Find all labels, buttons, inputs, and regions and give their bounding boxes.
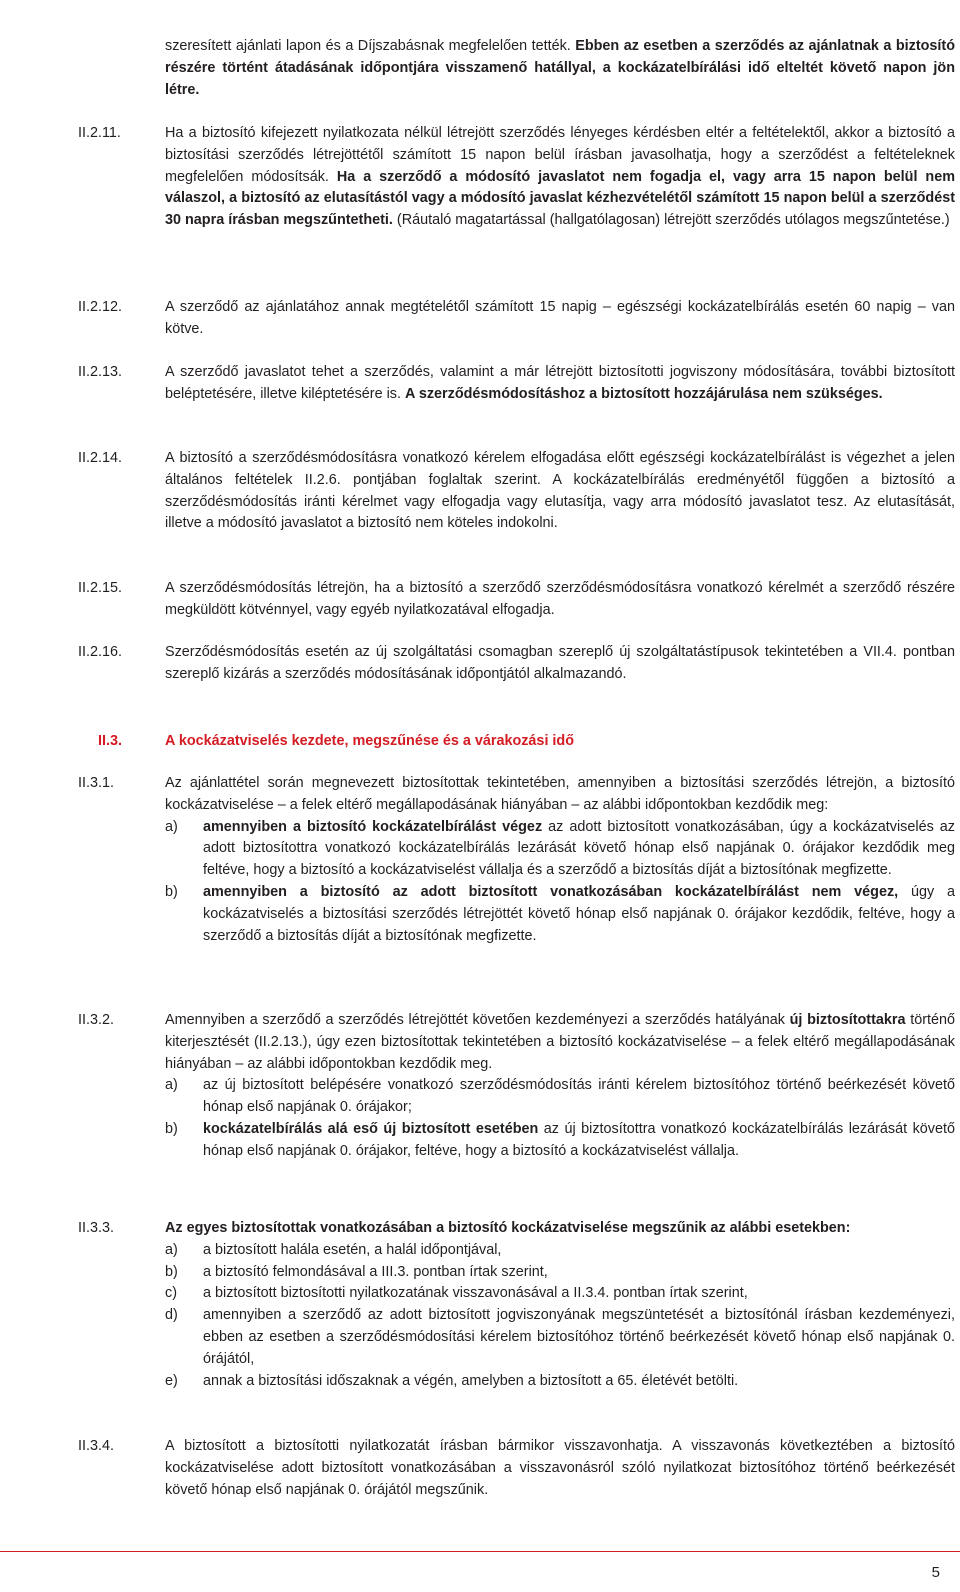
list-item bbox=[165, 817, 955, 882]
text-run: az adott biztosított vonatkozásában, úgy a kockázatviselés az adott biztosítottra vonatkozó kockázatelbírálás lezárását követő hónap első napjának 0. órájakor kezdődik meg feltéve, hogy a biztosító a kockázatviselést vállalja és a szerződő a biztosítás díját a biztosítónak megfizette. bbox=[203, 818, 955, 879]
text-run: történő kiterjesztését (II.2.13.), úgy ezen biztosítottak tekintetében a biztosító kockázatviselése – a felek eltérő megállapodásának hiányában – az alábbi időpontokban kezdődik meg. bbox=[165, 1012, 955, 1072]
footer-divider bbox=[0, 1551, 960, 1552]
list-item-label: d) bbox=[165, 1307, 178, 1324]
paragraph-text: A szerződésmódosítás létrejön, ha a biztosító a szerződő szerződésmódosításra vonatkozó kérelmét a szerződő részére megküldött kötvénnyel, vagy egyéb nyilatkozatával elfogadja. bbox=[165, 580, 955, 618]
list-item-label: a) bbox=[165, 1241, 178, 1258]
paragraph-number: II.3.3. bbox=[78, 1220, 114, 1236]
paragraph-text bbox=[165, 1218, 955, 1392]
paragraph-intro: Az ajánlattétel során megnevezett biztosítottak tekintetében, amennyiben a biztosítási szerződés létrejön, a biztosító kockázatviselése – a felek eltérő megállapodásának hiányában – az alábbi időpontokban kezdődik meg: bbox=[165, 775, 955, 813]
paragraph-text: A szerződő az ajánlatához annak megtételétől számított 15 napig – egészségi kockázatelbírálás esetén 60 napig – van kötve. bbox=[165, 299, 955, 337]
list-item bbox=[165, 1283, 955, 1305]
paragraph-text bbox=[165, 36, 955, 101]
list-item-label: e) bbox=[165, 1372, 178, 1389]
text-run: az új biztosítottra vonatkozó kockázatelbírálás lezárását követő hónap első napjának 0. órájakor, feltéve, hogy a biztosító a kockázatviselést vállalja. bbox=[203, 1120, 955, 1159]
text-run-bold: Az egyes biztosítottak vonatkozásában a biztosító kockázatviselése megszűnik az alábbi esetekben: bbox=[165, 1220, 851, 1236]
text-run: annak a biztosítási időszaknak a végén, amelyben a biztosított a 65. életévét betölti. bbox=[203, 1372, 739, 1389]
paragraph-text: A biztosító a szerződésmódosításra vonatkozó kérelem elfogadása előtt egészségi kockázatelbírálást is végezhet a jelen általános feltételek II.2.6. pontjában foglaltak szerint. A kockázatelbírálás eredményétől függően a biztosító a szerződésmódosítás iránti kérelmet vagy elfogadja vagy elutasítja, vagy arra módosító javaslatot tesz. Az elutasítását, illetve a módosító javaslatot a biztosító nem köteles indokolni. bbox=[165, 450, 955, 532]
list-item-label: a) bbox=[165, 1077, 178, 1094]
paragraph-text: Szerződésmódosítás esetén az új szolgáltatási csomagban szereplő új szolgáltatástípusok tekintetében a VII.4. pontban szereplő kizárás a szerződés módosításának időpontjától alkalmazandó. bbox=[165, 644, 955, 682]
text-run-bold: Ha a szerződő a módosító javaslatot nem fogadja el, vagy arra 15 napon belül nem válaszol, a biztosító az elutasítástól vagy a módosító javaslat kézhezvételétől számított 15 napon belül a szerződést 30 napra írásban megszűntetheti. bbox=[165, 168, 955, 229]
text-run-bold: amennyiben a biztosító az adott biztosított vonatkozásában kockázatelbírálást nem végez, bbox=[203, 883, 899, 900]
text-run-bold: amennyiben a biztosító kockázatelbírálást végez bbox=[203, 818, 543, 835]
list-item bbox=[165, 1119, 955, 1163]
paragraph-number: II.2.16. bbox=[78, 644, 123, 660]
text-run: a biztosított halála esetén, a halál időpontjával, bbox=[203, 1241, 502, 1258]
text-run: szeresített ajánlati lapon és a Díjszabásnak megfelelően tették. bbox=[165, 38, 576, 54]
text-run: amennyiben a szerződő az adott biztosított jogviszonyának megszüntetését a biztosítónál írásban kezdeményezi, ebben az esetben a szerződésmódosítási kérelem biztosítóhoz történő beérkezését követő hónap első napjának 0. órájától, bbox=[203, 1307, 955, 1367]
paragraph-text bbox=[165, 1010, 955, 1163]
list-item-label: c) bbox=[165, 1285, 177, 1302]
list-item-label: b) bbox=[165, 883, 178, 900]
paragraph-number: II.2.14. bbox=[78, 450, 123, 466]
list-item bbox=[165, 1075, 955, 1119]
paragraph-number: II.2.11. bbox=[78, 125, 121, 141]
text-run: Ha a biztosító kifejezett nyilatkozata nélkül létrejött szerződés lényeges kérdésben eltér a feltételektől, akkor a biztosító a biztosítási szerződés létrejöttétől számított 15 napon belül írásban javasolhatja, hogy a szerződést a feltételeknek megfelelően módosítsák. bbox=[165, 125, 955, 185]
list-item bbox=[165, 1240, 955, 1262]
paragraph-number: II.3.2. bbox=[78, 1012, 114, 1028]
list-item bbox=[165, 1371, 955, 1393]
text-run: Amennyiben a szerződő a szerződés létrejöttét követően kezdeményezi a szerződés hatályának bbox=[165, 1012, 790, 1028]
paragraph-intro bbox=[165, 1010, 955, 1075]
list-item bbox=[165, 1305, 955, 1370]
paragraph-text bbox=[165, 123, 955, 232]
list-item-label: b) bbox=[165, 1120, 178, 1137]
text-run: A szerződő javaslatot tehet a szerződés, valamint a már létrejött biztosítotti jogviszony módosítására, további biztosított beléptetésére, illetve kiléptetésére is. bbox=[165, 364, 955, 402]
text-run-bold: A szerződésmódosításhoz a biztosított hozzájárulása nem szükséges. bbox=[404, 385, 883, 402]
list-item-label: b) bbox=[165, 1263, 178, 1280]
list-item bbox=[165, 882, 955, 947]
paragraph-number: II.3.1. bbox=[78, 775, 114, 791]
list-item bbox=[165, 1262, 955, 1284]
text-run-bold: Ebben az esetben a szerződés az ajánlatnak a biztosító részére történt átadásának időpontjára visszamenő hatállyal, a kockázatelbírálási idő elteltét követő napon jön létre. bbox=[165, 38, 955, 98]
paragraph-number: II.2.13. bbox=[78, 364, 123, 380]
section-number: II.3. bbox=[98, 733, 122, 749]
paragraph-number: II.2.12. bbox=[78, 299, 123, 315]
text-run: (Ráutaló magatartással (hallgatólagosan) létrejött szerződés utólagos megszűntetése.) bbox=[392, 212, 950, 229]
paragraph-number: II.2.15. bbox=[78, 580, 123, 596]
paragraph-text: A biztosított a biztosítotti nyilatkozatát írásban bármikor visszavonhatja. A visszavonás következtében a biztosító kockázatviselése adott biztosított vonatkozásában a visszavonásról szóló nyilatkozat biztosítóhoz történő beérkezését követő hónap első napjának 0. órájától megszűnik. bbox=[165, 1438, 955, 1498]
section-title: A kockázatviselés kezdete, megszűnése és a várakozási idő bbox=[165, 733, 575, 749]
page-number: 5 bbox=[931, 1564, 940, 1581]
text-run: úgy a kockázatviselés a biztosítási szerződés létrejöttét követő hónap első napjának 0. órájakor kezdődik, feltéve, hogy a szerződő a biztosítás díját a biztosítónak megfizette. bbox=[203, 883, 956, 944]
paragraph-text bbox=[165, 773, 955, 947]
text-run: a biztosított biztosítotti nyilatkozatának visszavonásával a II.3.4. pontban írtak szerint, bbox=[203, 1285, 748, 1302]
paragraph-number: II.3.4. bbox=[78, 1438, 114, 1454]
text-run: a biztosító felmondásával a III.3. pontban írtak szerint, bbox=[203, 1263, 548, 1280]
paragraph-text bbox=[165, 362, 955, 406]
paragraph-intro bbox=[165, 1218, 955, 1240]
text-run: az új biztosított belépésére vonatkozó szerződésmódosítás iránti kérelem biztosítóhoz történő beérkezését követő hónap első napjának 0. órájakor; bbox=[203, 1077, 955, 1116]
text-run-bold: új biztosítottakra bbox=[789, 1012, 906, 1028]
text-run-bold: kockázatelbírálás alá eső új biztosított esetében bbox=[203, 1120, 539, 1137]
list-item-label: a) bbox=[165, 818, 178, 835]
